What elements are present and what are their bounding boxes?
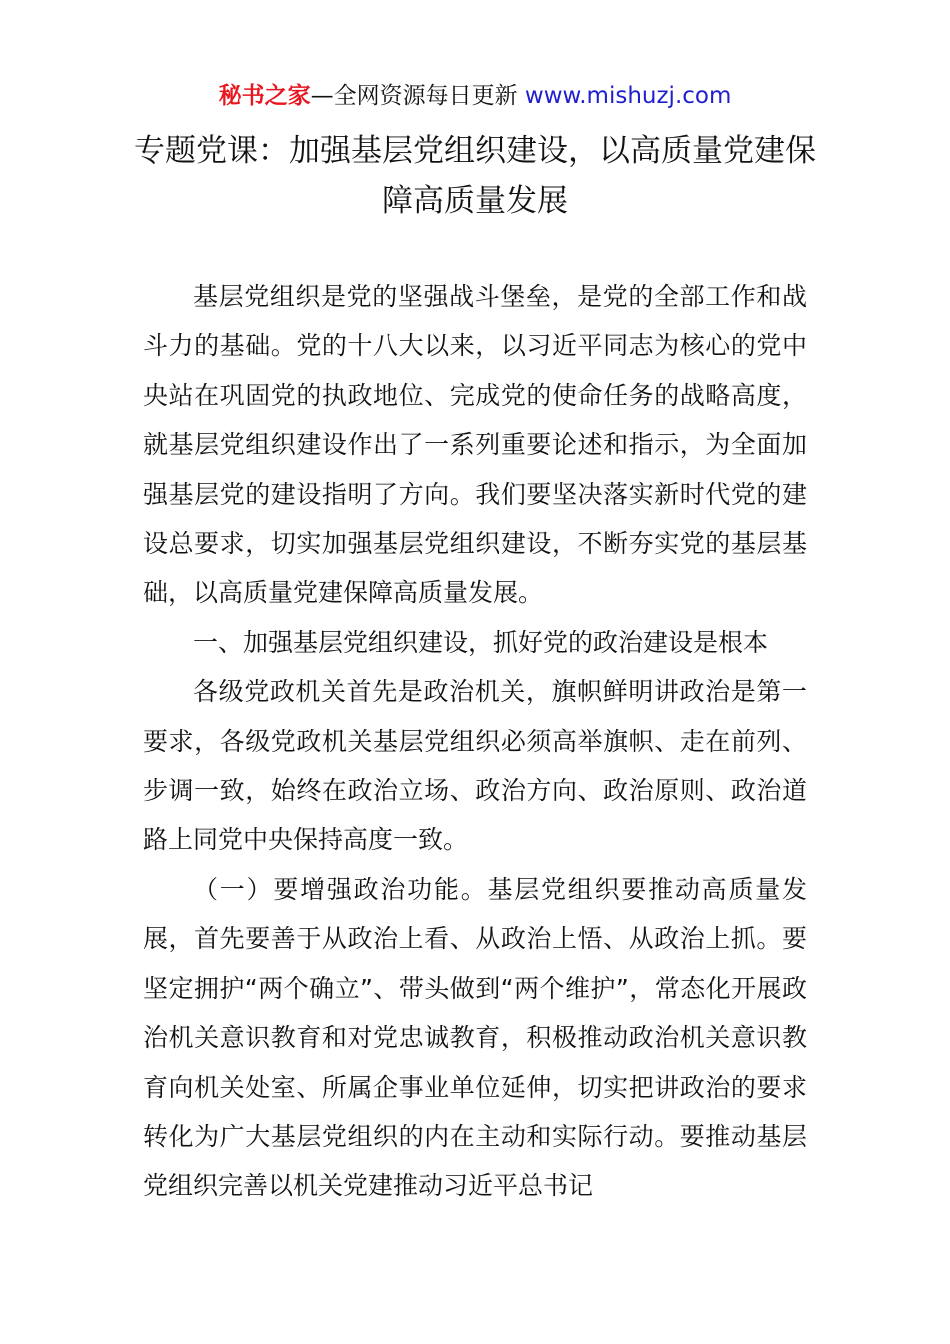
- subsection-1-paragraph: （一）要增强政治功能。基层党组织要推动高质量发展，首先要善于从政治上看、从政治上悟、从政治上抓。要坚定拥护“两个确立”、带头做到“两个维护”，常态化开展政治机关意识教育和对党忠诚教育，积极推动政治机关意识教育向机关处室、所属企事业单位延伸，切实把讲政治的要求转化为广大基层党组织的内在主动和实际行动。要推动基层党组织完善以机关党建推动习近平总书记: [143, 874, 807, 1201]
- document-title: 专题党课：加强基层党组织建设，以高质量党建保障高质量发展: [134, 133, 816, 219]
- intro-paragraph: 基层党组织是党的坚强战斗堡垒，是党的全部工作和战斗力的基础。党的十八大以来，以习近平同志为核心的党中央站在巩固党的执政地位、完成党的使命任务的战略高度，就基层党组织建设作出了一系列重要论述和指示，为全面加强基层党的建设指明了方向。我们要坚决落实新时代党的建设总要求，切实加强基层党组织建设，不断夯实党的基层基础，以高质量党建保障高质量发展。: [143, 282, 807, 608]
- site-tagline: —全网资源每日更新: [310, 83, 518, 109]
- site-header: [0, 80, 950, 112]
- document-body: [143, 272, 807, 1211]
- site-brand: 秘书之家: [218, 83, 311, 109]
- section-1-paragraph: 各级党政机关首先是政治机关，旗帜鲜明讲政治是第一要求，各级党政机关基层党组织必须高举旗帜、走在前列、步调一致，始终在政治立场、政治方向、政治原则、政治道路上同党中央保持高度一致。: [143, 677, 807, 855]
- site-url-link[interactable]: www.mishuzj.com: [524, 83, 732, 109]
- section-heading-1: 一、加强基层党组织建设，抓好党的政治建设是根本: [193, 627, 769, 657]
